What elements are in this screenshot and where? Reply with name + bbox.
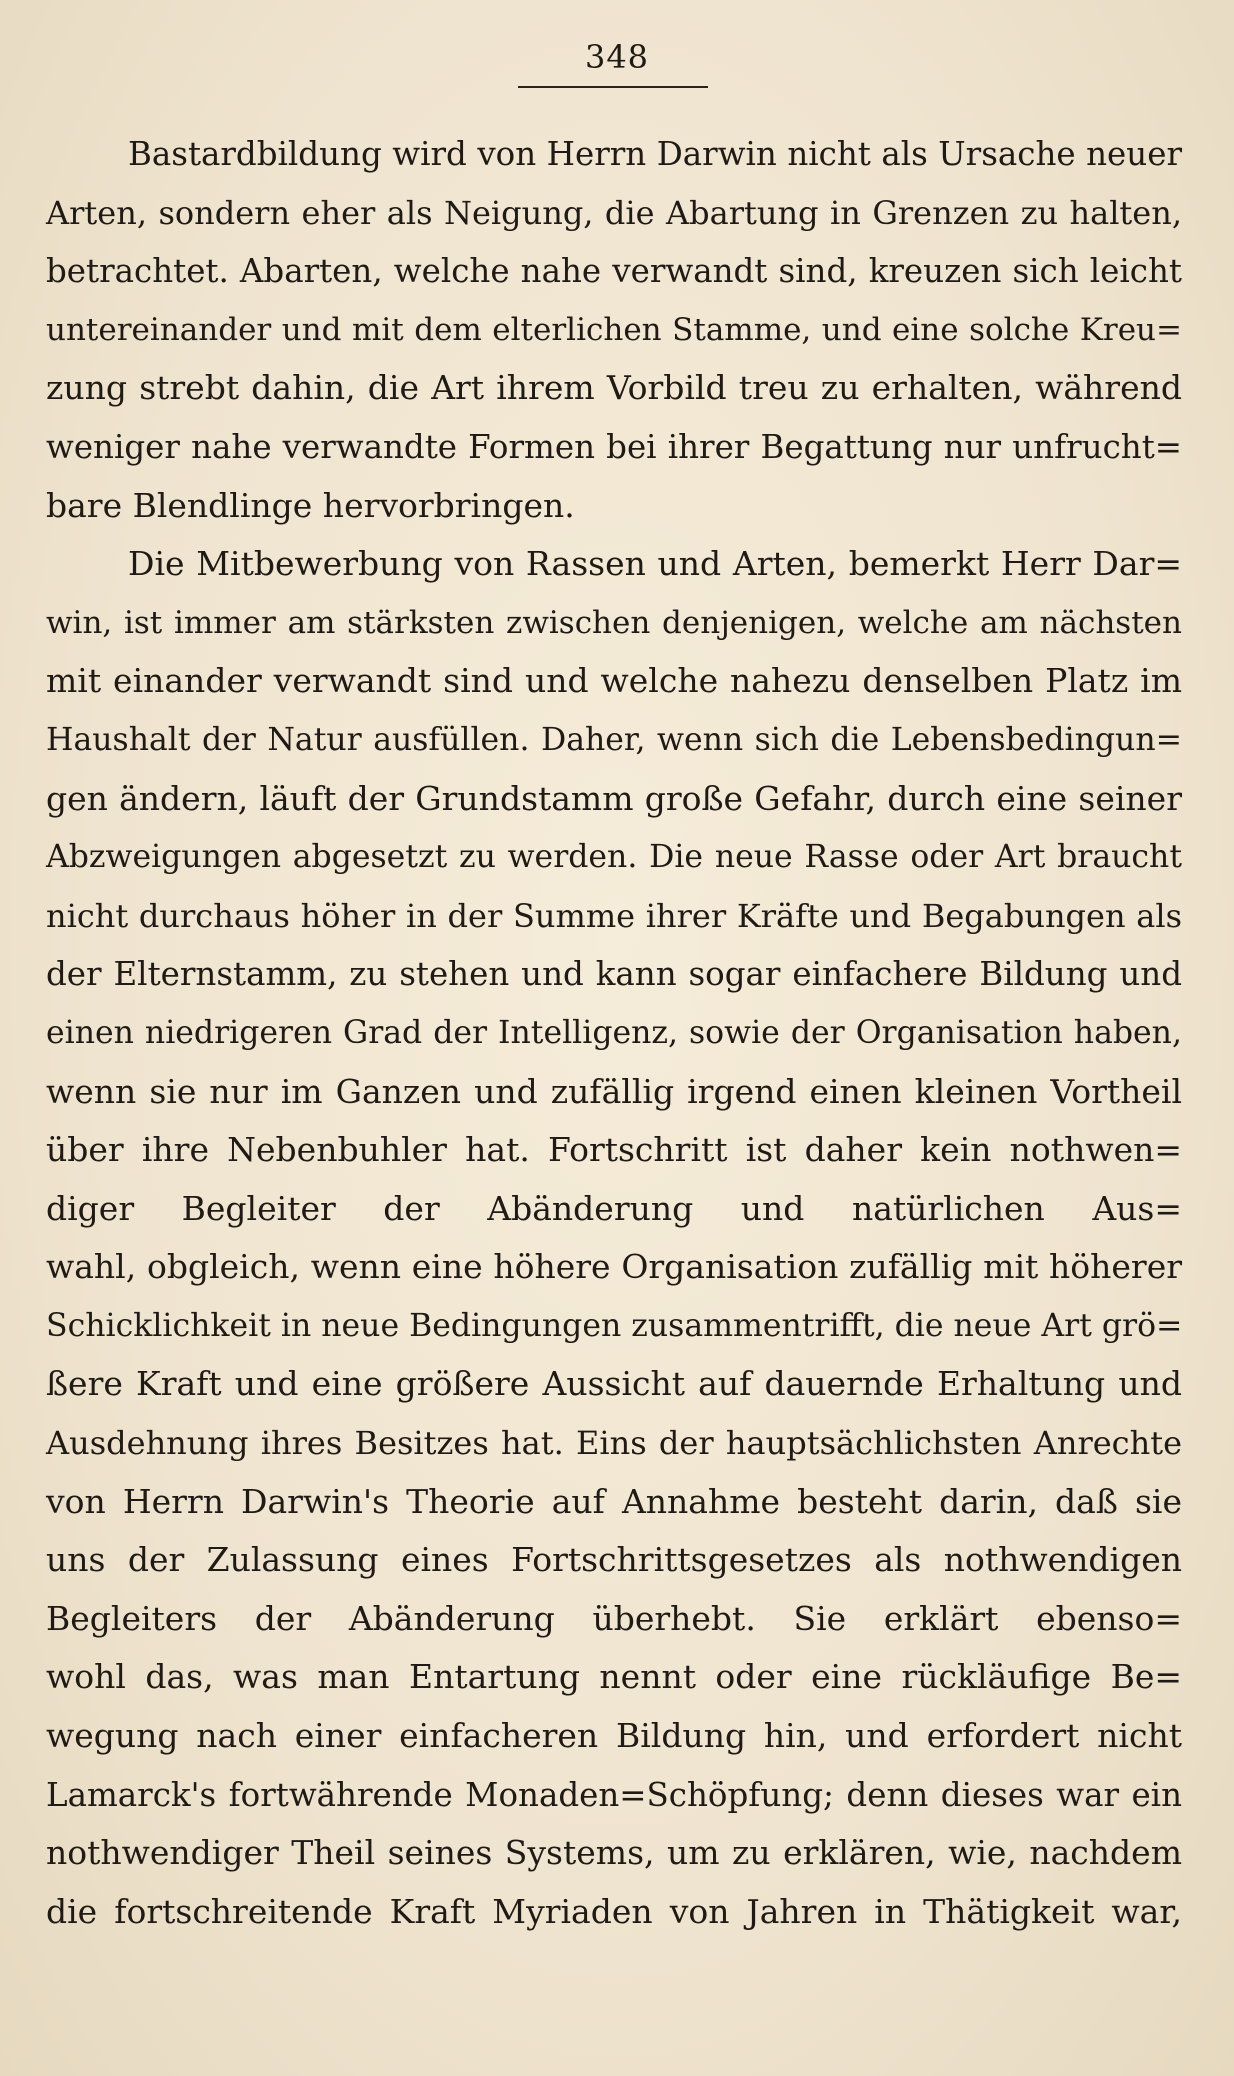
text-line: Bastardbildung wird von Herrn Darwin nicht als Ursache neuer (128, 135, 1182, 173)
text-line: win, ist immer am stärksten zwischen denjenigen, welche am nächsten (46, 604, 1182, 641)
text-line: gen ändern, läuft der Grundstamm große Gefahr, durch eine seiner (46, 778, 1182, 818)
text-line: weniger nahe verwandte Formen bei ihrer Begattung nur unfrucht= (46, 427, 1182, 466)
text-line: Schicklichkeit in neue Bedingungen zusammentrifft, die neue Art grö= (46, 1307, 1183, 1344)
body-text (46, 125, 1182, 1941)
text-line: einen niedrigeren Grad der Intelligenz, sowie der Organisation haben, (46, 1014, 1182, 1051)
text-line: Begleiters der Abänderung überhebt. Sie erklärt ebenso= (46, 1598, 1182, 1638)
header-rule (518, 86, 708, 88)
text-line: wenn sie nur im Ganzen und zufällig irgend einen kleinen Vortheil (46, 1071, 1182, 1111)
text-line: bare Blendlinge hervorbringen. (46, 485, 575, 525)
text-line: diger Begleiter der Abänderung und natürlichen Aus= (46, 1188, 1182, 1228)
text-line: wohl das, was man Entartung nennt oder eine rückläufige Be= (46, 1657, 1182, 1697)
text-line: ßere Kraft und eine größere Aussicht auf dauernde Erhaltung und (46, 1364, 1182, 1404)
text-line: der Elternstamm, zu stehen und kann sogar einfachere Bildung und (46, 955, 1182, 994)
text-line: Arten, sondern eher als Neigung, die Abartung in Grenzen zu halten, (46, 193, 1182, 232)
text-line: nicht durchaus höher in der Summe ihrer Kräfte und Begabungen als (46, 896, 1182, 935)
text-line: Lamarck's fortwährende Monaden=Schöpfung; denn dieses war ein (46, 1775, 1182, 1814)
page-number: 348 (584, 38, 650, 76)
text-line: Die Mitbewerbung von Rassen und Arten, bemerkt Herr Dar= (128, 544, 1182, 584)
text-line: Haushalt der Natur ausfüllen. Daher, wenn sich die Lebensbedingun= (46, 721, 1182, 758)
text-line: untereinander und mit dem elterlichen Stamme, und eine solche Kreu= (46, 311, 1182, 348)
text-line: mit einander verwandt sind und welche nahezu denselben Platz im (46, 661, 1182, 701)
text-line: betrachtet. Abarten, welche nahe verwandt sind, kreuzen sich leicht (46, 252, 1182, 291)
text-line: über ihre Nebenbuhler hat. Fortschritt ist daher kein nothwen= (46, 1130, 1182, 1170)
text-line: nothwendiger Theil seines Systems, um zu erklären, wie, nachdem (46, 1833, 1182, 1873)
text-line: wahl, obgleich, wenn eine höhere Organisation zufällig mit höherer (46, 1247, 1182, 1287)
text-line: uns der Zulassung eines Fortschrittsgesetzes als nothwendigen (46, 1540, 1182, 1580)
text-line: Abzweigungen abgesetzt zu werden. Die neue Rasse oder Art braucht (46, 839, 1182, 876)
text-line: zung strebt dahin, die Art ihrem Vorbild treu zu erhalten, während (46, 368, 1182, 408)
text-line: wegung nach einer einfacheren Bildung hin, und erfordert nicht (46, 1716, 1182, 1756)
text-line: Ausdehnung ihres Besitzes hat. Eins der hauptsächlichsten Anrechte (46, 1424, 1182, 1463)
text-line: die fortschreitende Kraft Myriaden von Jahren in Thätigkeit war, (46, 1891, 1182, 1931)
text-line: von Herrn Darwin's Theorie auf Annahme besteht darin, daß sie (46, 1481, 1182, 1521)
